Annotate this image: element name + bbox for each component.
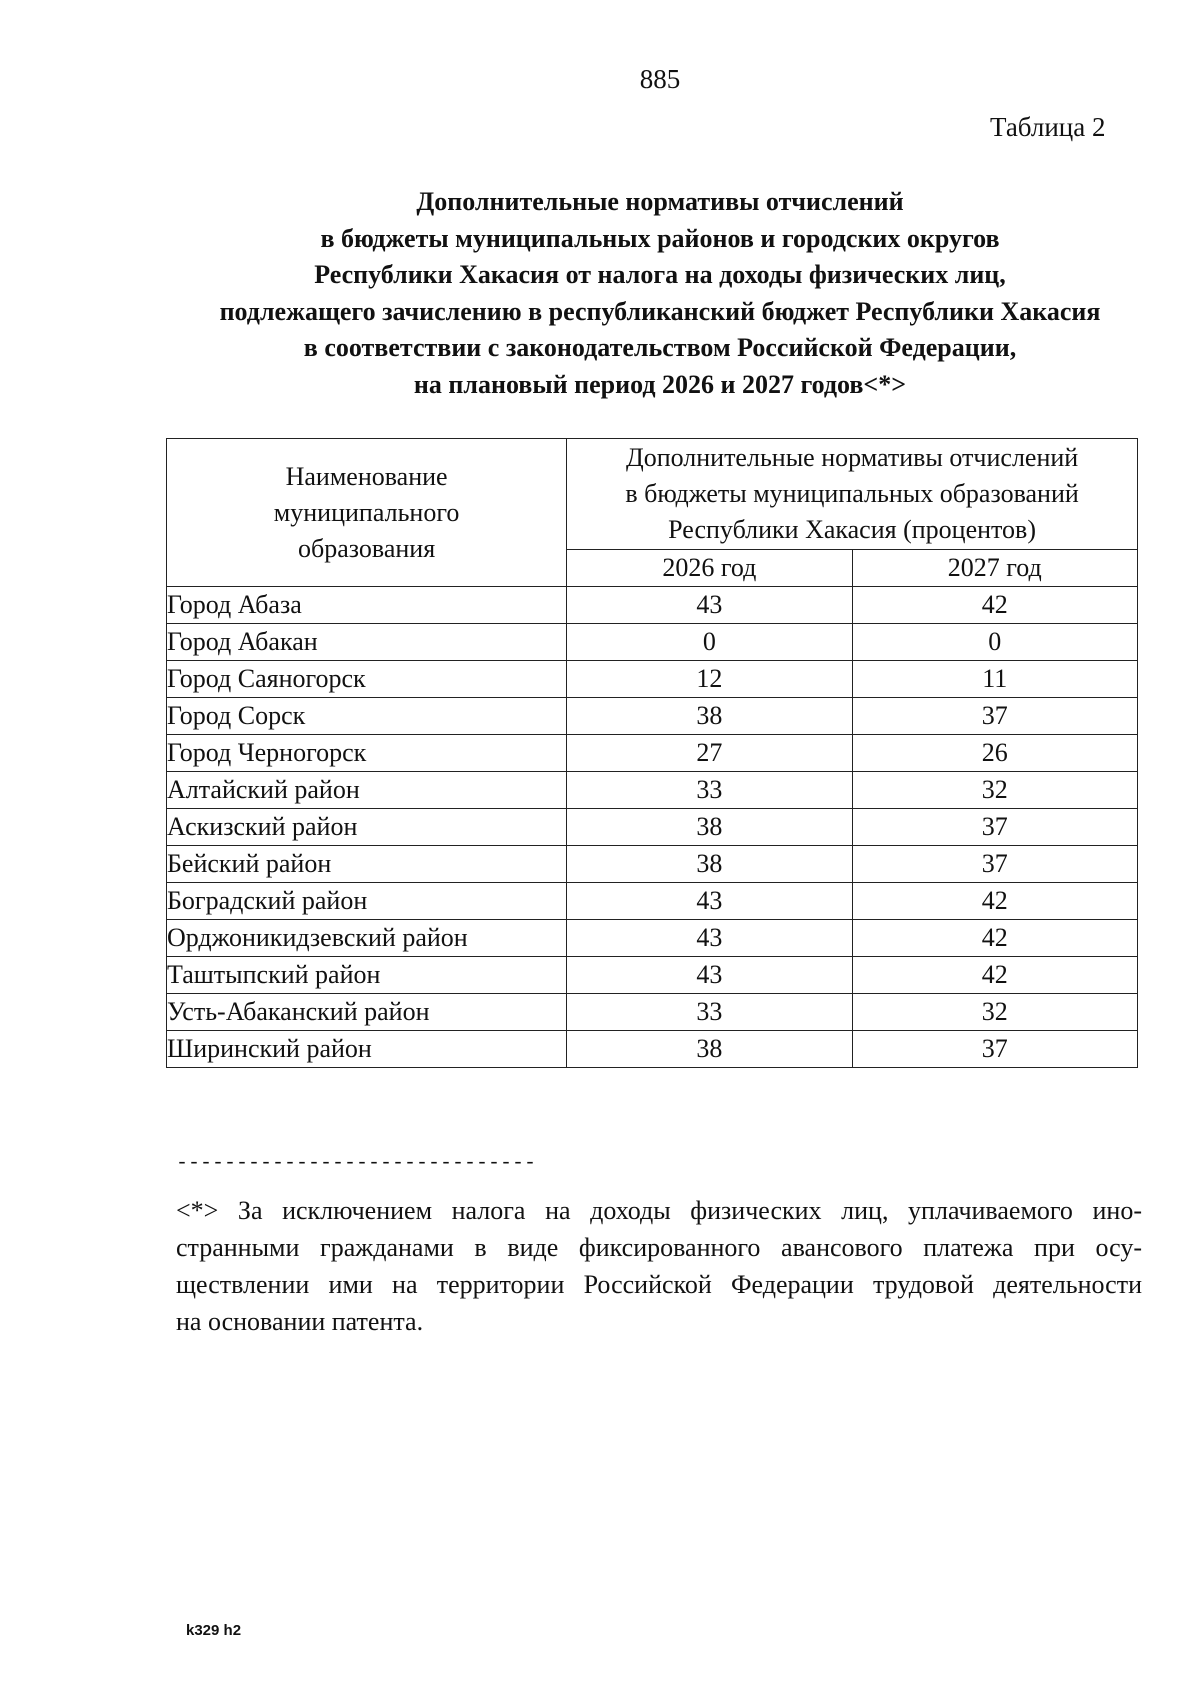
table-row — [167, 920, 1138, 957]
norms-group-header — [567, 439, 1138, 550]
heading-line: на плановый период 2026 и 2027 годов<*> — [413, 369, 907, 399]
value-2026: 33 — [567, 994, 852, 1031]
table-label: Таблица 2 — [990, 112, 1106, 142]
table-row — [167, 1031, 1138, 1068]
municipality-name: Ширинский район — [167, 1031, 567, 1068]
value-2026: 27 — [567, 735, 852, 772]
group-header-line: Дополнительные нормативы отчислений — [625, 443, 1079, 472]
heading-line: Дополнительные нормативы отчислений — [416, 187, 904, 216]
value-2026: 43 — [567, 920, 852, 957]
municipality-name: Орджоникидзевский район — [167, 920, 567, 957]
municipality-name: Боградский район — [167, 883, 567, 920]
table-row — [167, 957, 1138, 994]
value-2026: 12 — [567, 661, 852, 698]
name-header-line: муниципального — [273, 497, 460, 527]
value-2026: 38 — [567, 846, 852, 883]
name-column-header — [167, 439, 567, 587]
value-2027: 42 — [852, 920, 1137, 957]
value-2026: 38 — [567, 809, 852, 846]
heading-line: в соответствии с законодательством Российской Федерации, — [303, 333, 1017, 362]
municipality-name: Аскизский район — [167, 809, 567, 846]
value-2027: 37 — [852, 698, 1137, 735]
municipality-name: Бейский район — [167, 846, 567, 883]
table-row — [167, 661, 1138, 698]
municipality-name: Город Абакан — [167, 624, 567, 661]
value-2027: 37 — [852, 846, 1137, 883]
value-2027: 32 — [852, 994, 1137, 1031]
table-row — [167, 698, 1138, 735]
year-2027-header: 2027 год — [852, 550, 1137, 587]
value-2027: 37 — [852, 1031, 1137, 1068]
table-row — [167, 846, 1138, 883]
municipality-name: Алтайский район — [167, 772, 567, 809]
value-2026: 43 — [567, 957, 852, 994]
table-row — [167, 809, 1138, 846]
value-2026: 38 — [567, 1031, 852, 1068]
name-header-line: образования — [298, 533, 436, 563]
value-2027: 11 — [852, 661, 1137, 698]
table-row — [167, 883, 1138, 920]
table-row — [167, 994, 1138, 1031]
value-2026: 43 — [567, 883, 852, 920]
municipality-name: Таштыпский район — [167, 957, 567, 994]
value-2027: 42 — [852, 883, 1137, 920]
name-header-line: Наименование — [285, 461, 448, 491]
value-2027: 42 — [852, 957, 1137, 994]
heading-line: подлежащего зачислению в республиканский бюджет Республики Хакасия — [219, 296, 1101, 326]
municipality-name: Усть-Абаканский район — [167, 994, 567, 1031]
value-2026: 0 — [567, 624, 852, 661]
municipality-name: Город Сорск — [167, 698, 567, 735]
municipality-name: Город Абаза — [167, 587, 567, 624]
group-header-line: в бюджеты муниципальных образований — [625, 479, 1079, 508]
table-row — [167, 772, 1138, 809]
table-row — [167, 735, 1138, 772]
municipality-name: Город Черногорск — [167, 735, 567, 772]
value-2027: 32 — [852, 772, 1137, 809]
heading-line: в бюджеты муниципальных районов и городских округов — [320, 223, 1000, 253]
norms-table — [166, 438, 1138, 1068]
page-number: 885 — [639, 64, 681, 94]
value-2027: 0 — [852, 624, 1137, 661]
heading-line: Республики Хакасия от налога на доходы физических лиц, — [314, 260, 1006, 289]
footnote-divider: ------------------------------ — [176, 1152, 537, 1175]
value-2026: 43 — [567, 587, 852, 624]
value-2027: 37 — [852, 809, 1137, 846]
table-row — [167, 624, 1138, 661]
footnote-line: странными гражданами в виде фиксированного авансового платежа при осу- — [176, 1233, 1142, 1262]
year-2026-header: 2026 год — [567, 550, 852, 587]
footnote-line: на основании патента. — [176, 1307, 424, 1336]
footnote — [176, 1192, 1142, 1340]
value-2027: 42 — [852, 587, 1137, 624]
municipality-name: Город Саяногорск — [167, 661, 567, 698]
value-2026: 38 — [567, 698, 852, 735]
value-2026: 33 — [567, 772, 852, 809]
group-header-line: Республики Хакасия (процентов) — [668, 515, 1036, 544]
document-code: k329 h2 — [186, 1622, 242, 1639]
footnote-line: <*> За исключением налога на доходы физических лиц, уплачиваемого ино- — [176, 1196, 1142, 1225]
footnote-line: ществлении ими на территории Российской Федерации трудовой деятельности — [176, 1270, 1142, 1299]
table-row — [167, 587, 1138, 624]
table-heading — [140, 184, 1180, 403]
value-2027: 26 — [852, 735, 1137, 772]
